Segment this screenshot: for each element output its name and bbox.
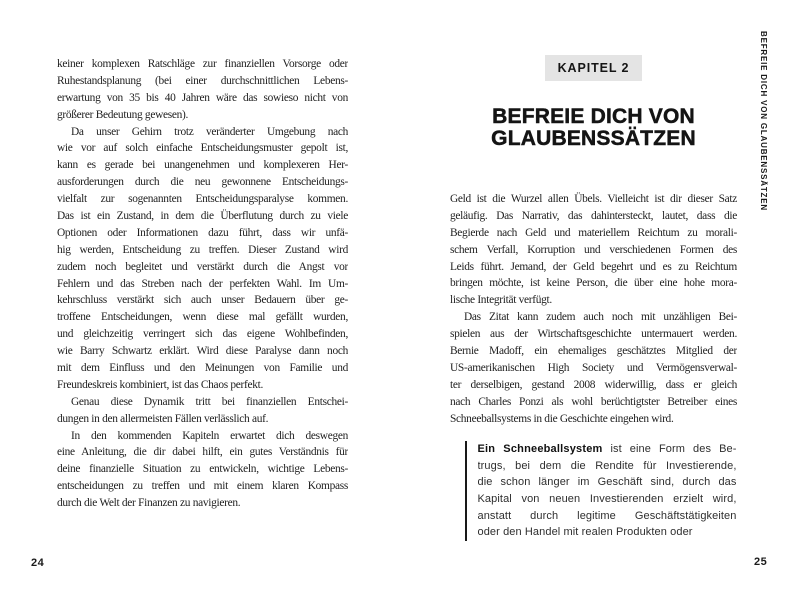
text-line: durch die Welt der Finanzen zu navigieren.: [57, 497, 241, 510]
text-line: US-amerikanischen High Society und Vermögensverwal-: [450, 361, 737, 374]
text-line: wie vor auf solch einfache Entscheidungsmuster gepolt ist,: [57, 142, 348, 155]
text-line: Freundeskreis kombiniert, ist das Chaos perfekt.: [57, 378, 264, 391]
text-line: Fehlern und das Streben nach der perfekten Wahl. Im Um-: [57, 277, 348, 290]
text-line: ausforderungen durch die neu gewonnene Entscheidungs-: [57, 176, 348, 189]
text-line: Ein Schneeballsystem ist eine Form des Be-: [477, 443, 737, 455]
text-line: vielfalt zur sogenannten Entscheidungsparalyse kommen.: [57, 193, 348, 206]
bold-lead: Ein Schneeballsystem: [477, 443, 603, 455]
text-line: Da unser Gehirn trotz veränderter Umgebung nach: [71, 125, 348, 138]
text-line: Ruhestandsplanung (bei einer durchschnittlichen Lebens-: [57, 74, 348, 87]
text-line: spielen aus der Wirtschaftsgeschichte untermauert werden.: [450, 328, 737, 341]
info-box: [465, 441, 737, 541]
text-line: Bernie Madoff, ein ehemaliges geschätztes Mitglied der: [450, 345, 737, 358]
text-line: deine finanzielle Situation zu entwickeln, wichtige Lebens-: [57, 463, 348, 476]
margin-chapter-title: BEFREIE DICH VON GLAUBENSSÄTZEN: [759, 31, 768, 211]
text-line: troffene Entscheidungen, wenn diese mal gefällt wurden,: [57, 311, 348, 324]
chapter-title-line1: BEFREIE DICH VON: [492, 105, 695, 128]
page-number-left: 24: [31, 557, 45, 569]
text-line: größerer Bedeutung gewesen).: [57, 108, 189, 121]
text-line: nach Charles Ponzi als wohl berüchtigtster Betreiber eines: [450, 395, 737, 408]
chapter-badge: KAPITEL 2: [545, 55, 643, 81]
text-line: Geld ist die Wurzel allen Übels. Vielleicht ist dir dieser Satz: [450, 193, 737, 205]
text-line: geläufig. Das Narrativ, das dahintersteckt, lautet, dass die: [450, 209, 737, 222]
text-line: bringen möchte, ist keine Person, die über eine hohe mora-: [450, 277, 737, 290]
chapter-badge-row: [450, 55, 737, 81]
text-line: mit dem Einfluss und den Meinungen von Familie und: [57, 362, 348, 375]
text-line: ter derselbigen, gestand 2008 widerwillig, dass er gleich: [450, 378, 737, 391]
text-line: Optionen oder Informationen dazu führt, dass wir unfä-: [57, 226, 348, 239]
text-line: trugs, bei dem die Rendite für Investierende,: [477, 459, 737, 472]
chapter-title-line2: GLAUBENSSÄTZEN: [491, 126, 696, 150]
text-line: lische Integrität verfügt.: [450, 294, 552, 307]
text-line: kehrschluss verstärkt sich auch unser Bedauern über ge-: [57, 294, 348, 307]
text-line: anstatt durch legitime Geschäftstätigkeiten: [477, 509, 737, 522]
text-line: keiner komplexen Ratschläge zur finanziellen Vorsorge oder: [57, 58, 348, 70]
chapter-title: [450, 106, 737, 149]
text-line: wie Barry Schwartz erklärt. Wird diese Paralyse dann noch: [57, 345, 348, 358]
text-line: eine Anleitung, die dir dabei hilft, ein gutes Verständnis für: [57, 446, 348, 459]
text-line: entscheidungen zu treffen und mit einem klaren Kompass: [57, 480, 348, 493]
page-number-right: 25: [754, 556, 768, 568]
text-line: Leids führt. Jemand, der Geld begehrt und es zu Reichtum: [450, 260, 737, 273]
text-line: Begierde nach Geld und materiellem Reichtum zu morali-: [450, 226, 737, 239]
text-line: Kapital von neuen Investierenden erzielt wird,: [477, 493, 737, 506]
text-line: Schneeballsystems in die Geschichte eingehen wird.: [450, 412, 674, 425]
text-line: schem Verfall, Korruption und verschiedenen Formen des: [450, 243, 737, 256]
text-line: zudem noch begleitet und verstärkt durch die Angst vor: [57, 260, 348, 273]
text-line: erwartung von 35 bis 40 Jahren wäre das sowieso nicht von: [57, 91, 348, 104]
text-line: oder den Handel mit realen Produkten oder: [477, 526, 693, 539]
text-line: die schon länger im Geschäft sind, durch das: [477, 476, 737, 489]
text-line: kann es gerade bei unangenehmen und komplexeren Her-: [57, 159, 348, 172]
text-line: Das Zitat kann zudem auch noch mit unzähligen Bei-: [464, 311, 737, 324]
text-line: hig werden, Entscheidung zu treffen. Dieser Zustand wird: [57, 243, 348, 256]
text-line: Genau diese Dynamik tritt bei finanziellen Entschei-: [71, 395, 348, 408]
text-line: und gleichzeitig verringert sich das eigene Wohlbefinden,: [57, 328, 348, 341]
right-page-body: [450, 191, 737, 427]
text-line: Das ist ein Zustand, in dem die Überflutung durch zu viele: [57, 210, 348, 223]
text-line: In den kommenden Kapiteln erwartet dich deswegen: [71, 429, 348, 442]
text-line: dungen in den allermeisten Fällen verlässlich auf.: [57, 412, 269, 425]
